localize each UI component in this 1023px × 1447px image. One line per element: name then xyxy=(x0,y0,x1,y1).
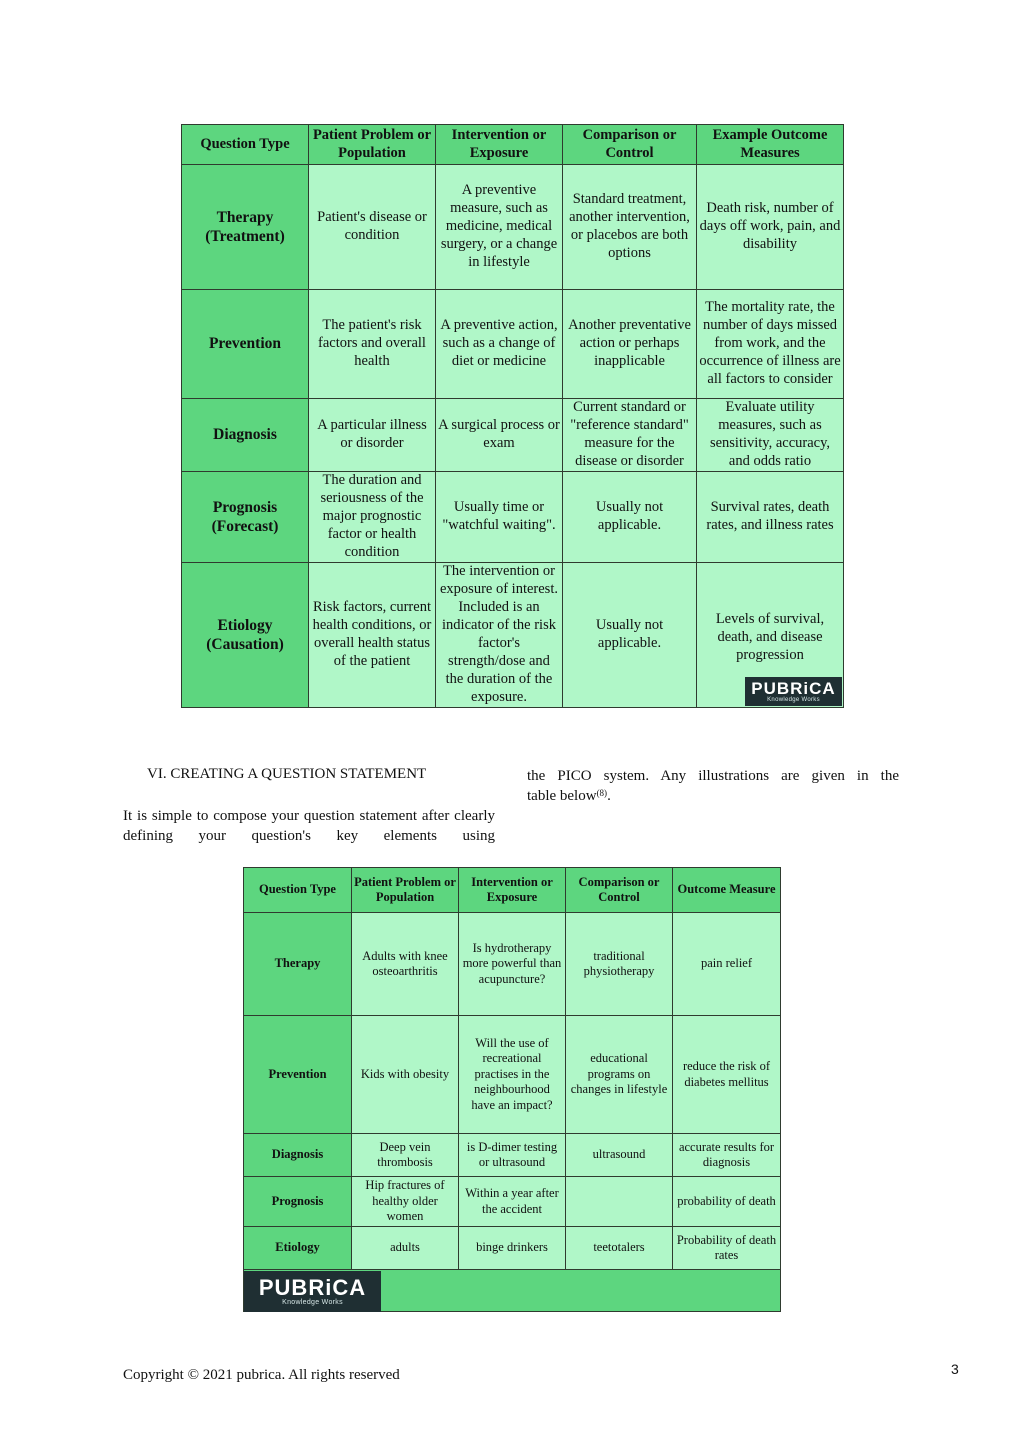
table-cell: Current standard or "reference standard" measure for the disease or disorder xyxy=(563,399,697,472)
table-cell: Usually not applicable. xyxy=(563,562,697,707)
logo-tagline: Knowledge Works xyxy=(767,697,820,703)
table-cell: Usually time or "watchful waiting". xyxy=(436,471,563,562)
table-cell: A particular illness or disorder xyxy=(309,399,436,472)
row-label-therapy: Therapy xyxy=(244,913,352,1016)
row-label-etiology: Etiology xyxy=(244,1227,352,1270)
table-cell: The patient's risk factors and overall health xyxy=(309,290,436,399)
body-paragraph-right xyxy=(527,766,899,806)
table-row xyxy=(182,165,844,290)
table-cell: Levels of survival, death, and disease progression xyxy=(697,562,844,707)
table-row xyxy=(244,1177,781,1227)
citation-reference: (8) xyxy=(596,788,608,798)
row-label-therapy: Therapy (Treatment) xyxy=(182,165,309,290)
table-row xyxy=(182,290,844,399)
row-label-prognosis: Prognosis xyxy=(244,1177,352,1227)
table-cell: Adults with knee osteoarthritis xyxy=(352,913,459,1016)
section-heading: VI. CREATING A QUESTION STATEMENT xyxy=(147,766,427,782)
table-cell: is D-dimer testing or ultrasound xyxy=(459,1134,566,1177)
pico-table-examples xyxy=(181,124,844,708)
table-cell: Within a year after the accident xyxy=(459,1177,566,1227)
table-row xyxy=(182,471,844,562)
table-cell: pain relief xyxy=(673,913,781,1016)
header-cell: Patient Problem or Population xyxy=(309,125,436,165)
header-cell: Question Type xyxy=(182,125,309,165)
paragraph-line: the PICO system. Any illustrations are given in the xyxy=(527,768,899,784)
pico-table-illustrations xyxy=(243,867,781,1312)
header-cell: Outcome Measure xyxy=(673,868,781,913)
table-cell: Risk factors, current health conditions, or overall health status of the patient xyxy=(309,562,436,707)
table-cell: Kids with obesity xyxy=(352,1016,459,1134)
row-label-prevention: Prevention xyxy=(182,290,309,399)
table-cell: Standard treatment, another intervention, or placebos are both options xyxy=(563,165,697,290)
table-cell: Deep vein thrombosis xyxy=(352,1134,459,1177)
table-cell: probability of death xyxy=(673,1177,781,1227)
table-cell: Another preventative action or perhaps inapplicable xyxy=(563,290,697,399)
header-cell: Comparison or Control xyxy=(566,868,673,913)
row-label-prognosis: Prognosis (Forecast) xyxy=(182,471,309,562)
copyright-footer: Copyright © 2021 pubrica. All rights reserved xyxy=(123,1367,400,1383)
table-row xyxy=(182,399,844,472)
table-cell: traditional physiotherapy xyxy=(566,913,673,1016)
row-label-prevention: Prevention xyxy=(244,1016,352,1134)
table-header-row xyxy=(182,125,844,165)
table-row xyxy=(244,913,781,1016)
header-cell: Example Outcome Measures xyxy=(697,125,844,165)
table-cell: teetotalers xyxy=(566,1227,673,1270)
table-cell: The intervention or exposure of interest. Included is an indicator of the risk factor's strength/dose and the duration of the exposure. xyxy=(436,562,563,707)
table-cell: A surgical process or exam xyxy=(436,399,563,472)
row-label-diagnosis: Diagnosis xyxy=(244,1134,352,1177)
table-cell: Evaluate utility measures, such as sensitivity, accuracy, and odds ratio xyxy=(697,399,844,472)
header-cell: Patient Problem or Population xyxy=(352,868,459,913)
table-cell: educational programs on changes in lifestyle xyxy=(566,1016,673,1134)
table-cell: adults xyxy=(352,1227,459,1270)
table-cell: A preventive measure, such as medicine, medical surgery, or a change in lifestyle xyxy=(436,165,563,290)
table-row xyxy=(244,1016,781,1134)
table-cell: A preventive action, such as a change of diet or medicine xyxy=(436,290,563,399)
logo-wordmark: PUBRiCA xyxy=(258,1275,367,1300)
table-row xyxy=(244,1227,781,1270)
row-label-diagnosis: Diagnosis xyxy=(182,399,309,472)
pubrica-logo xyxy=(244,1271,381,1312)
header-cell: Comparison or Control xyxy=(563,125,697,165)
header-cell: Intervention or Exposure xyxy=(459,868,566,913)
table-cell: reduce the risk of diabetes mellitus xyxy=(673,1016,781,1134)
paragraph-line: table below xyxy=(527,788,597,804)
table-cell: The duration and seriousness of the major prognostic factor or health condition xyxy=(309,471,436,562)
table-cell xyxy=(566,1177,673,1227)
body-paragraph-left: It is simple to compose your question statement after clearly defining your question's key elements using xyxy=(123,808,495,844)
header-cell: Intervention or Exposure xyxy=(436,125,563,165)
table-cell: ultrasound xyxy=(566,1134,673,1177)
table-header-row xyxy=(244,868,781,913)
table-cell: Is hydrotherapy more powerful than acupuncture? xyxy=(459,913,566,1016)
table-cell: accurate results for diagnosis xyxy=(673,1134,781,1177)
table-cell: Patient's disease or condition xyxy=(309,165,436,290)
table-cell: Death risk, number of days off work, pain, and disability xyxy=(697,165,844,290)
paragraph-punctuation: . xyxy=(607,788,611,804)
table-cell: The mortality rate, the number of days missed from work, and the occurrence of illness are all factors to consider xyxy=(697,290,844,399)
table-cell: binge drinkers xyxy=(459,1227,566,1270)
table-cell: Survival rates, death rates, and illness rates xyxy=(697,471,844,562)
logo-wordmark: PUBRiCA xyxy=(751,679,836,698)
table-cell: Usually not applicable. xyxy=(563,471,697,562)
table-row xyxy=(244,1134,781,1177)
table-cell: Hip fractures of healthy older women xyxy=(352,1177,459,1227)
header-cell: Question Type xyxy=(244,868,352,913)
table-cell: Will the use of recreational practises in the neighbourhood have an impact? xyxy=(459,1016,566,1134)
logo-tagline: Knowledge Works xyxy=(282,1299,343,1306)
row-label-etiology: Etiology (Causation) xyxy=(182,562,309,707)
page-number: 3 xyxy=(951,1361,959,1377)
pubrica-logo xyxy=(745,677,842,706)
table-cell: Probability of death rates xyxy=(673,1227,781,1270)
